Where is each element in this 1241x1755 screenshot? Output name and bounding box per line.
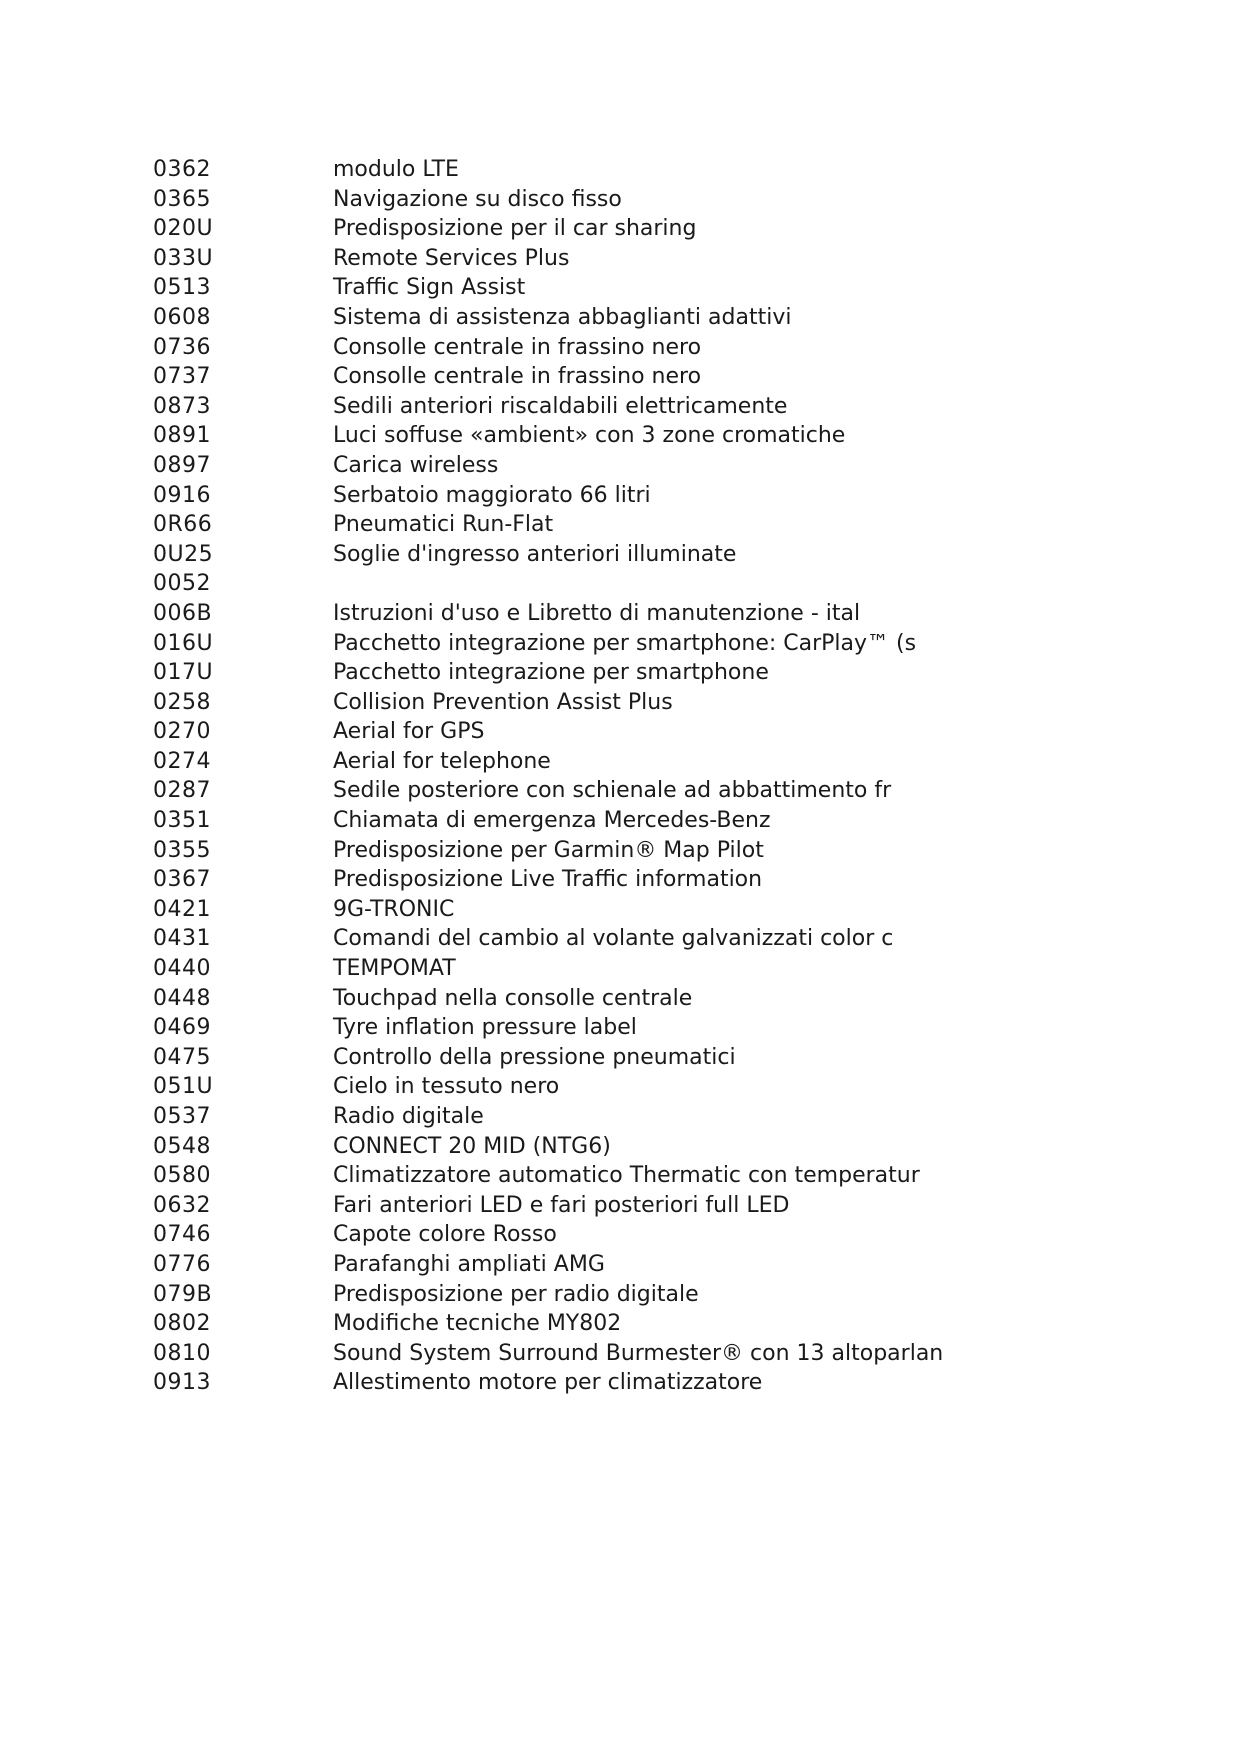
option-code: 0362 [153, 157, 211, 182]
option-code: 0897 [153, 452, 211, 478]
option-description: Serbatoio maggiorato 66 litri [333, 482, 651, 508]
option-code: 0873 [153, 393, 211, 419]
option-code: 0351 [153, 808, 211, 834]
option-code: 016U [153, 630, 214, 656]
option-row [153, 421, 1153, 451]
option-description: Capote colore Rosso [333, 1222, 557, 1248]
options-list [153, 155, 1153, 1398]
option-code: 033U [153, 245, 214, 271]
option-description: Sistema di assistenza abbaglianti adattivi [333, 304, 792, 330]
option-code: 0810 [153, 1340, 211, 1366]
option-description: Pacchetto integrazione per smartphone: CarPlay™ (s [333, 630, 917, 656]
option-row [153, 1013, 1153, 1043]
option-code: 0448 [153, 985, 211, 1011]
option-row [153, 1132, 1153, 1162]
option-row [153, 1280, 1153, 1310]
option-code: 020U [153, 216, 214, 242]
option-row [153, 303, 1153, 333]
option-description: Radio digitale [333, 1104, 484, 1129]
option-row [153, 747, 1153, 777]
option-description: Climatizzatore automatico Thermatic con temperatur [333, 1163, 920, 1189]
option-description: Consolle centrale in frassino nero [333, 364, 702, 390]
option-code: 0916 [153, 482, 211, 508]
option-description: Predisposizione per Garmin® Map Pilot [333, 837, 764, 863]
option-code: 0365 [153, 186, 211, 212]
option-description: Cielo in tessuto nero [333, 1074, 560, 1100]
option-description: Traffic Sign Assist [333, 275, 526, 301]
option-code: 051U [153, 1074, 214, 1100]
option-description: Predisposizione per radio digitale [333, 1281, 699, 1307]
option-row [153, 776, 1153, 806]
option-row [153, 717, 1153, 747]
option-row [153, 481, 1153, 511]
option-description: Predisposizione Live Traffic information [333, 867, 763, 893]
option-row [153, 510, 1153, 540]
option-description: CONNECT 20 MID (NTG6) [333, 1133, 611, 1159]
option-description: Sedile posteriore con schienale ad abbattimento fr [333, 778, 892, 804]
option-code: 0580 [153, 1163, 211, 1189]
option-description: Soglie d'ingresso anteriori illuminate [333, 541, 737, 567]
option-description: Predisposizione per il car sharing [333, 216, 697, 242]
option-description: TEMPOMAT [333, 956, 456, 982]
option-description: Remote Services Plus [333, 245, 570, 271]
option-row [153, 244, 1153, 274]
option-code: 0537 [153, 1104, 211, 1129]
option-description: Modifiche tecniche MY802 [333, 1311, 622, 1337]
option-description: Controllo della pressione pneumatici [333, 1044, 736, 1070]
option-row [153, 1102, 1153, 1132]
option-row [153, 1043, 1153, 1073]
option-code: 0632 [153, 1192, 211, 1218]
option-row [153, 658, 1153, 688]
option-code: 0421 [153, 896, 211, 922]
option-code: 0776 [153, 1251, 211, 1277]
option-description: Fari anteriori LED e fari posteriori full LED [333, 1192, 790, 1218]
option-row [153, 1339, 1153, 1369]
option-code: 0287 [153, 778, 211, 804]
option-code: 0367 [153, 867, 211, 893]
option-code: 0274 [153, 748, 211, 774]
option-description: Luci soffuse «ambient» con 3 zone cromatiche [333, 423, 846, 449]
option-code: 017U [153, 660, 214, 686]
option-row [153, 1250, 1153, 1280]
option-code: 0440 [153, 956, 211, 982]
option-row [153, 1368, 1153, 1398]
option-description: Chiamata di emergenza Mercedes-Benz [333, 808, 771, 834]
option-row [153, 333, 1153, 363]
option-code: 0891 [153, 423, 211, 449]
option-description: Touchpad nella consolle centrale [333, 985, 693, 1011]
option-code: 0U25 [153, 541, 214, 567]
option-row [153, 569, 1153, 599]
option-description: 9G-TRONIC [333, 896, 455, 922]
option-row [153, 1309, 1153, 1339]
option-code: 0475 [153, 1044, 211, 1070]
option-row [153, 155, 1153, 185]
option-description: Comandi del cambio al volante galvanizzati color c [333, 926, 894, 952]
option-code: 0431 [153, 926, 211, 952]
option-row [153, 362, 1153, 392]
option-description: Collision Prevention Assist Plus [333, 689, 673, 715]
option-row [153, 185, 1153, 215]
option-row [153, 836, 1153, 866]
option-code: 0052 [153, 571, 211, 597]
option-description: Parafanghi ampliati AMG [333, 1251, 605, 1277]
option-code: 0469 [153, 1015, 211, 1041]
option-code: 079B [153, 1281, 213, 1307]
option-code: 0608 [153, 304, 211, 330]
option-description: Navigazione su disco fisso [333, 186, 622, 212]
option-row [153, 1220, 1153, 1250]
option-row [153, 214, 1153, 244]
option-row [153, 540, 1153, 570]
option-description: Tyre inflation pressure label [333, 1015, 637, 1041]
option-code: 0513 [153, 275, 211, 301]
option-description: Sound System Surround Burmester® con 13 altoparlan [333, 1340, 944, 1366]
option-description: Aerial for GPS [333, 719, 485, 745]
option-code: 0270 [153, 719, 211, 745]
option-row [153, 984, 1153, 1014]
option-row [153, 599, 1153, 629]
option-description: Pacchetto integrazione per smartphone [333, 660, 769, 686]
option-row [153, 806, 1153, 836]
option-code: 0355 [153, 837, 211, 863]
option-description: Allestimento motore per climatizzatore [333, 1370, 763, 1396]
option-description: modulo LTE [333, 157, 459, 182]
option-row [153, 629, 1153, 659]
option-row [153, 1161, 1153, 1191]
option-code: 0737 [153, 364, 211, 390]
option-description: Pneumatici Run-Flat [333, 512, 554, 538]
option-code: 006B [153, 600, 213, 626]
option-row [153, 1191, 1153, 1221]
option-code: 0736 [153, 334, 211, 360]
option-description: Sedili anteriori riscaldabili elettricamente [333, 393, 788, 419]
option-code: 0802 [153, 1311, 211, 1337]
option-row [153, 865, 1153, 895]
option-description: Carica wireless [333, 452, 499, 478]
option-row [153, 895, 1153, 925]
option-row [153, 273, 1153, 303]
option-row [153, 1072, 1153, 1102]
option-description: Istruzioni d'uso e Libretto di manutenzione - ital [333, 600, 861, 626]
option-description: Consolle centrale in frassino nero [333, 334, 702, 360]
option-code: 0R66 [153, 512, 213, 538]
option-code: 0746 [153, 1222, 211, 1248]
option-row [153, 924, 1153, 954]
option-row [153, 392, 1153, 422]
option-row [153, 688, 1153, 718]
option-description: Aerial for telephone [333, 748, 551, 774]
option-code: 0913 [153, 1370, 211, 1396]
option-code: 0548 [153, 1133, 211, 1159]
option-code: 0258 [153, 689, 211, 715]
option-row [153, 451, 1153, 481]
option-row [153, 954, 1153, 984]
